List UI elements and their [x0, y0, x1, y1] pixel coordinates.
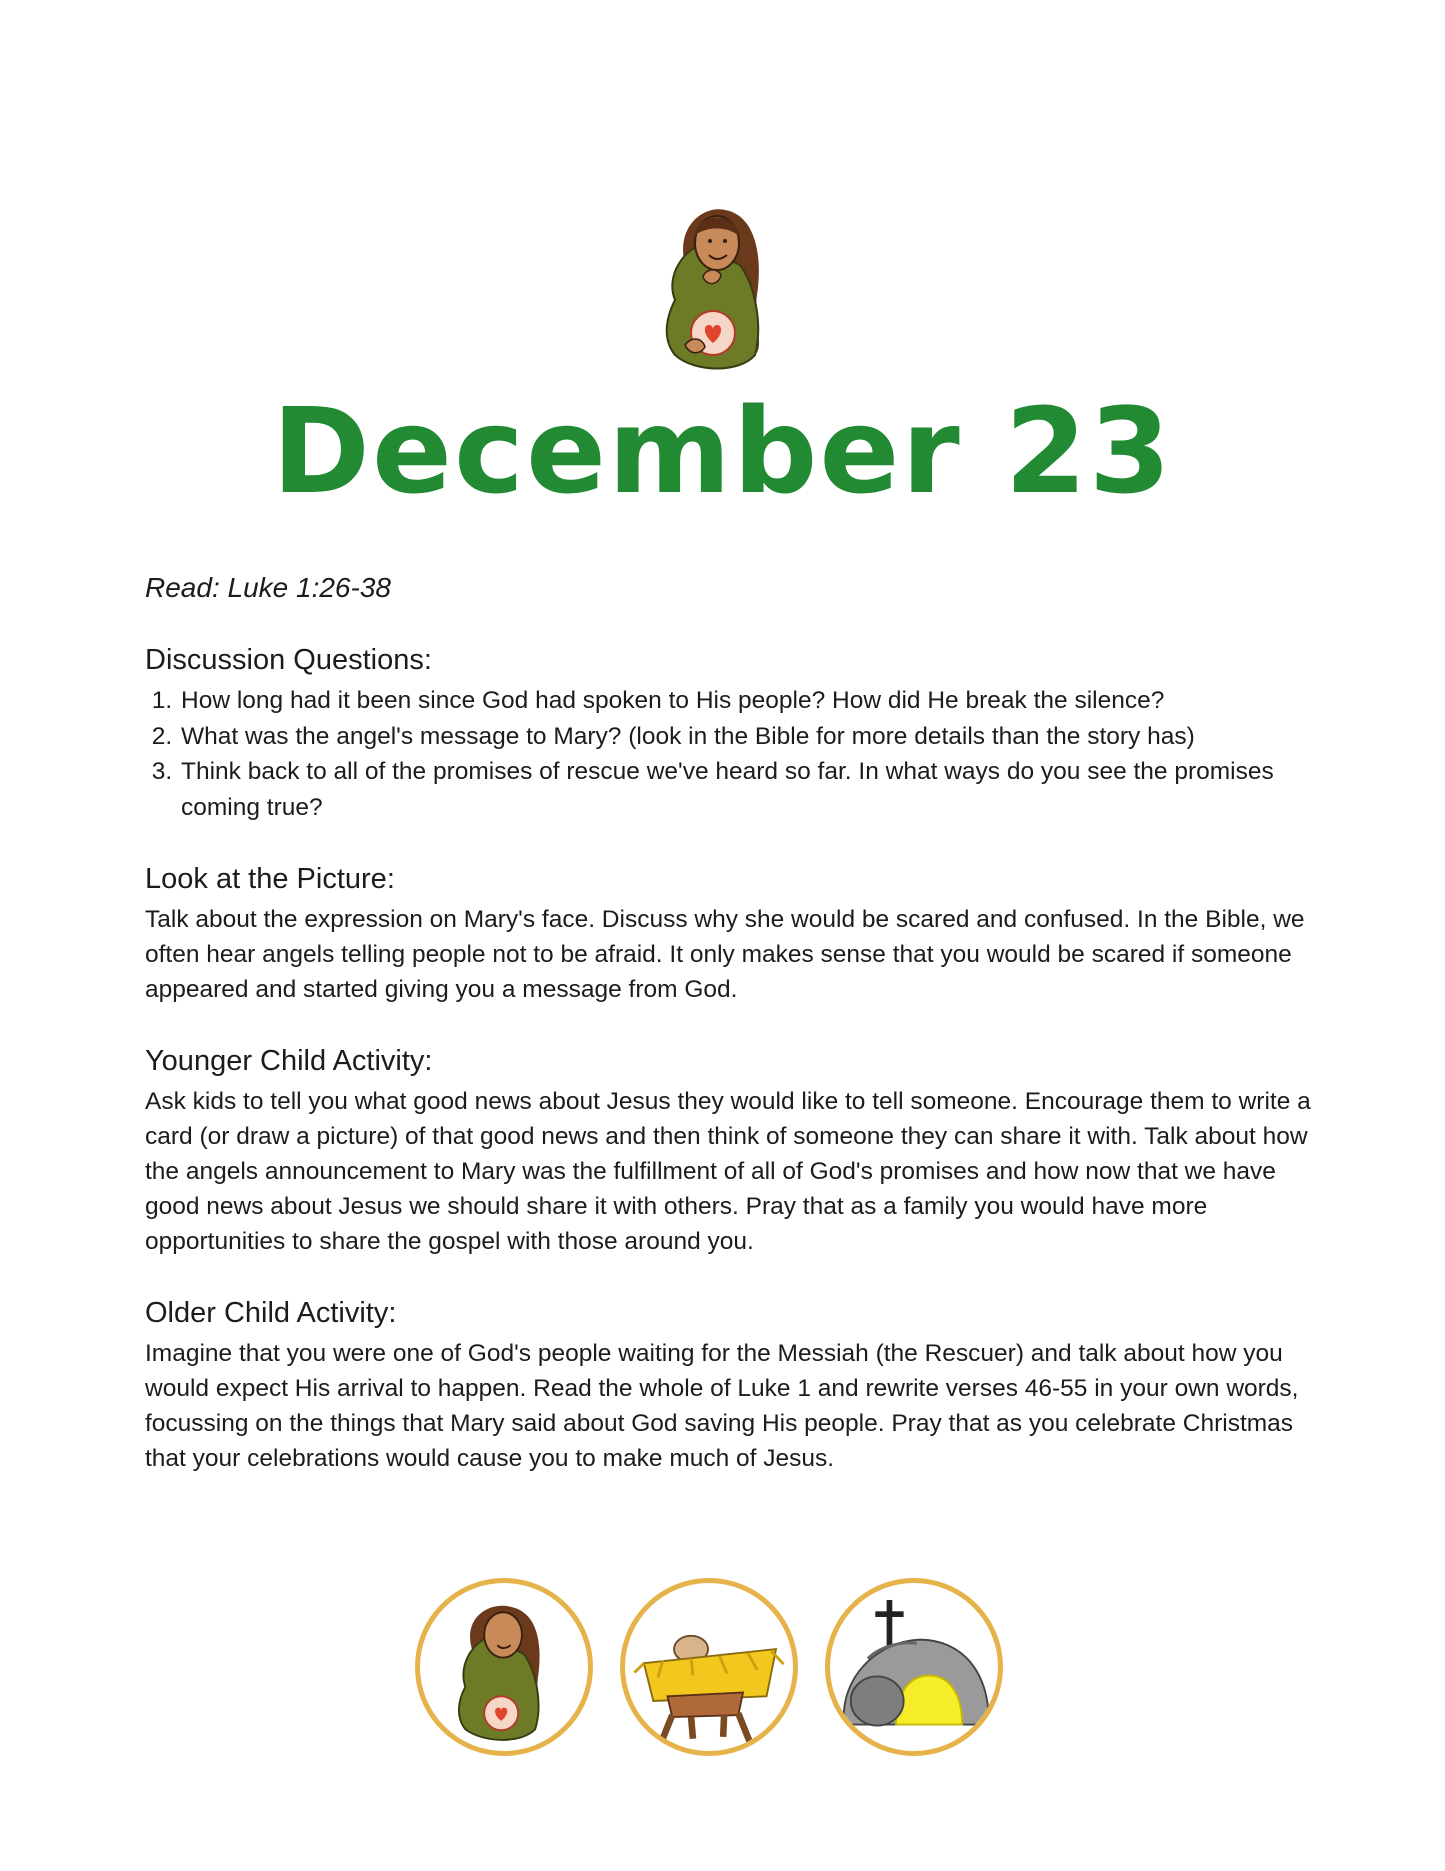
page-title: December 23 — [272, 382, 1173, 520]
older-activity-text: Imagine that you were one of God's people waiting for the Messiah (the Rescuer) and talk about how you would expect His arrival to happen. Read the whole of Luke 1 and rewrite verses 46-55 in your own words, focussing on the things that Mary said about God saving His people. Pray that as you celebrate Christmas that your celebrations would cause you to make much of Jesus. — [145, 1340, 1299, 1472]
discussion-section — [145, 644, 1315, 825]
footer-icons — [415, 1578, 1035, 1768]
mary-illustration — [645, 205, 780, 375]
mary-icon — [645, 205, 780, 375]
younger-activity-heading: Younger Child Activity: — [145, 1045, 433, 1077]
younger-activity-text: Ask kids to tell you what good news about Jesus they would like to tell someone. Encourage them to write a card (or draw a picture) of that good news and then think of someone they can share it with. Talk about how the angels announcement to Mary was the fulfillment of all of God's promises and how now that we have good news about Jesus we should share it with others. Pray that as a family you would have more opportunities to share the gospel with those around you. — [145, 1088, 1311, 1255]
question-item: 2. What was the angel's message to Mary? (look in the Bible for more details than the story has) — [179, 719, 1315, 755]
reading-reference: Read: Luke 1:26-38 — [145, 572, 391, 603]
manger-icon — [625, 1583, 793, 1751]
picture-section — [145, 863, 1315, 1007]
discussion-heading: Discussion Questions: — [145, 644, 432, 676]
older-activity-heading: Older Child Activity: — [145, 1297, 397, 1329]
older-activity-section — [145, 1297, 1315, 1476]
discussion-questions — [145, 683, 1315, 825]
tomb-badge — [825, 1578, 1003, 1756]
manger-badge — [620, 1578, 798, 1756]
younger-activity-section — [145, 1045, 1315, 1259]
mary-badge — [415, 1578, 593, 1756]
picture-heading: Look at the Picture: — [145, 863, 395, 895]
mary-icon — [420, 1583, 588, 1751]
empty-tomb-icon — [830, 1583, 998, 1751]
lesson-content — [145, 572, 1315, 1514]
question-item: 3. Think back to all of the promises of rescue we've heard so far. In what ways do you see the promises coming true? — [179, 754, 1315, 825]
picture-text: Talk about the expression on Mary's face. Discuss why she would be scared and confused. In the Bible, we often hear angels telling people not to be afraid. It only makes sense that you would be scared if someone appeared and started giving you a message from God. — [145, 906, 1305, 1003]
question-item: 1. How long had it been since God had spoken to His people? How did He break the silence? — [179, 683, 1315, 719]
